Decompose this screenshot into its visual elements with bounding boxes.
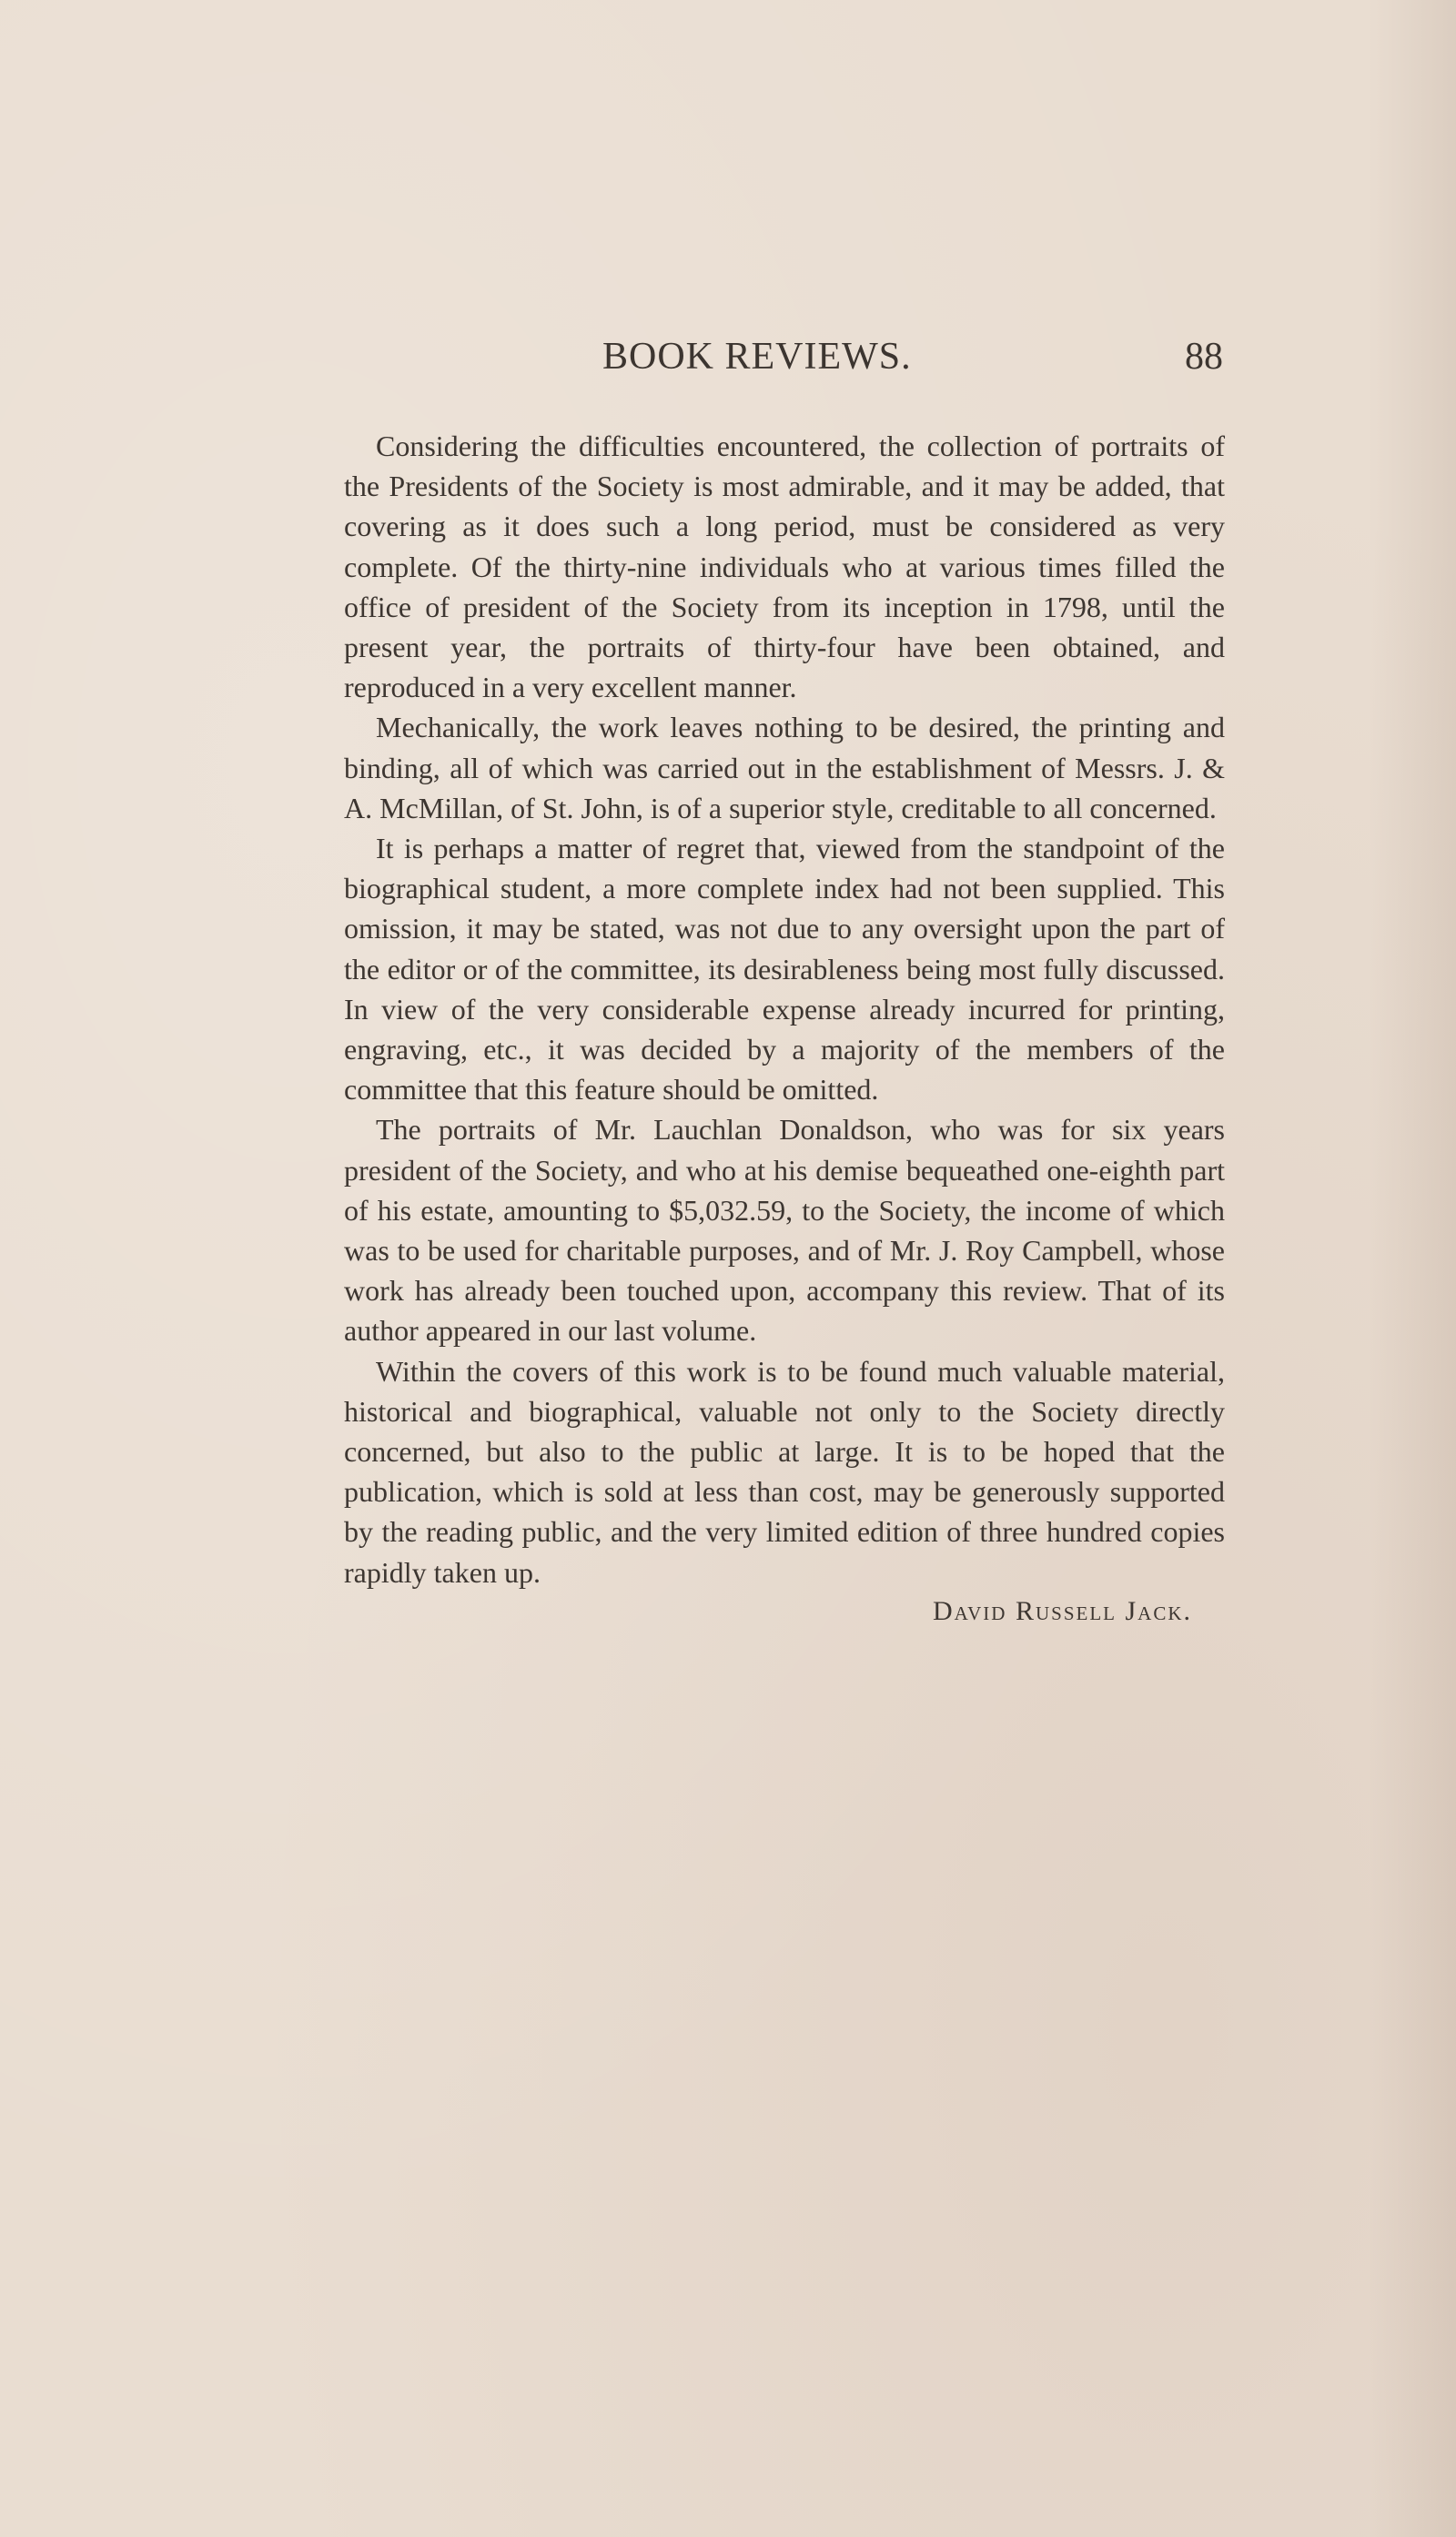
paragraph-portraits-collection: Considering the difficulties encountered, the collection of portraits of the Presidents of the Society is most admirable, and it may be added, that covering as it does such a long period, must be considered as very complete. Of the thirty-nine individuals who at various times filled the office of president of the Society from its inception in 1798, until the present year, the portraits of thirty-four have been obtained, and reproduced in a very excellent manner. [344, 430, 1225, 704]
paragraph-portraits-accompanying: The portraits of Mr. Lauchlan Donaldson, who was for six years president of the Society, and who at his demise bequeathed one-eighth part of his estate, amounting to $5,032.59, to the Society, the income of which was to be used for charitable purposes, and of Mr. J. Roy Campbell, whose work has already been touched upon, accompany this review. That of its author appeared in our last volume. [344, 1113, 1225, 1348]
page-number: 88 [1185, 336, 1223, 378]
paragraph-mechanical-quality: Mechanically, the work leaves nothing to be desired, the printing and binding, all of which was carried out in the establishment of Messrs. J. & A. McMillan, of St. John, is of a superior style, creditable to all concerned. [344, 711, 1225, 824]
paragraph-conclusion: Within the covers of this work is to be found much valuable material, historical and biographical, valuable not only to the Society directly concerned, but also to the public at large. It is to be hoped that the publication, which is sold at less than cost, may be generously supported by the reading public, and the very limited edition of three hundred copies rapidly taken up. [344, 1354, 1225, 1589]
author-signature: David Russell Jack. [933, 1595, 1192, 1626]
section-title: BOOK REVIEWS. [602, 336, 912, 378]
running-head [344, 335, 1223, 380]
review-body [344, 426, 1225, 1627]
paragraph-index-omission: It is perhaps a matter of regret that, viewed from the standpoint of the biographical student, a more complete index had not been supplied. This omission, it may be stated, was not due to any oversight upon the part of the editor or of the committee, its desirableness being most fully discussed. In view of the very considerable expense already incurred for printing, engraving, etc., it was decided by a majority of the members of the committee that this feature should be omitted. [344, 832, 1225, 1107]
